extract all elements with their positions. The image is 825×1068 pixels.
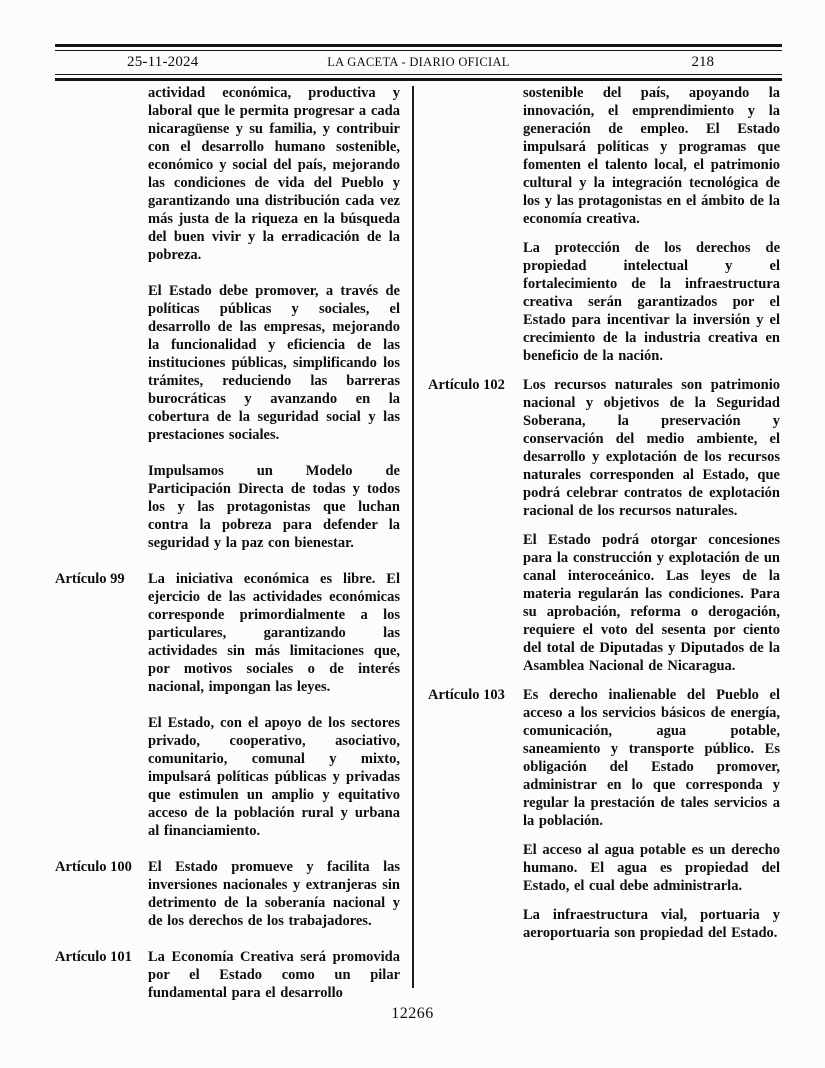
paragraph-text: El acceso al agua potable es un derecho humano. El agua es propiedad del Estado, el cual debe administrarla. (523, 842, 780, 894)
paragraph-block (428, 906, 780, 942)
paragraph-block (428, 841, 780, 895)
paragraph-block (55, 282, 400, 444)
paragraph-block (55, 714, 400, 840)
article-label (428, 906, 523, 942)
paragraph-text: La protección de los derechos de propiedad intelectual y el fortalecimiento de la infraestructura creativa serán garantizados por el Estado para incentivar la inversión y el crecimiento de la industria creativa en beneficio de la nación. (523, 240, 780, 364)
right-column (428, 84, 780, 942)
article-label (428, 84, 523, 228)
article-label: Artículo 100 (55, 859, 132, 875)
article-text: La iniciativa económica es libre. El ejercicio de las actividades económicas corresponde primordialmente a los particulares, garantizando las actividades sin más limitaciones que, por motivos sociales o de interés nacional, impongan las leyes. (148, 571, 400, 695)
header-top-thick-rule (55, 44, 782, 47)
paragraph-text: Impulsamos un Modelo de Participación Directa de todas y todos los y las protagonistas que luchan contra la pobreza para defender la seguridad y la paz con bienestar. (148, 463, 400, 551)
article-label: Artículo 102 (428, 377, 505, 393)
paragraph-block (428, 531, 780, 675)
page-footer (0, 1005, 825, 1023)
article-label (55, 84, 148, 264)
article-text: Es derecho inalienable del Pueblo el acceso a los servicios básicos de energía, comunicación, agua potable, saneamiento y transporte público. Es obligación del Estado promover, administrar en lo que corresponda y regular la prestación de tales servicios a la población. (523, 687, 780, 829)
left-column (55, 84, 400, 1002)
paragraph-text: El Estado podrá otorgar concesiones para la construcción y explotación de un canal interoceánico. Las leyes de la materia regularán las condiciones. Para su aprobación, reforma o derogación, requiere el voto del sesenta por ciento del total de Diputadas y Diputados de la Asamblea Nacional de Nicaragua. (523, 532, 780, 674)
column-divider-rule (412, 86, 414, 988)
article-text: Los recursos naturales son patrimonio nacional y objetivos de la Seguridad Soberana, la preservación y conservación del medio ambiente, el desarrollo y explotación de los recursos naturales corresponden al Estado, que podrá celebrar contratos de explotación racional de los recursos naturales. (523, 377, 780, 519)
header-date: 25-11-2024 (127, 54, 199, 70)
article-block-103 (428, 686, 780, 830)
article-label (55, 462, 148, 552)
header-row (55, 51, 782, 74)
paragraph-block (428, 239, 780, 365)
article-text: El Estado promueve y facilita las inversiones nacionales y extranjeras sin detrimento de la soberanía nacional y de los derechos de los trabajadores. (148, 859, 400, 929)
article-label: Artículo 99 (55, 571, 125, 587)
paragraph-text: sostenible del país, apoyando la innovación, el emprendimiento y la generación de empleo. El Estado impulsará políticas y programas que fomenten el talento local, el patrimonio cultural y la integración tecnológica de los y las protagonistas en el ámbito de la economía creativa. (523, 85, 780, 227)
gazette-title: LA GACETA - DIARIO OFICIAL (327, 55, 510, 69)
paragraph-text: actividad económica, productiva y laboral que le permita progresar a cada nicaragüense y su familia, y contribuir con el desarrollo humano sostenible, económico y social del país, mejorando las condiciones de vida del Pueblo y garantizando una distribución cada vez más justa de la riqueza en la búsqueda del buen vivir y la erradicación de la pobreza. (148, 85, 400, 263)
paragraph-text: El Estado debe promover, a través de políticas públicas y sociales, el desarrollo de las empresas, mejorando la funcionalidad y eficiencia de las instituciones públicas, simplificando los trámites, reduciendo las barreras burocráticas y avanzando en la cobertura de la seguridad social y las prestaciones sociales. (148, 283, 400, 443)
article-block-101 (55, 948, 400, 1002)
header-bottom-thick-rule (55, 78, 782, 81)
article-label: Artículo 101 (55, 949, 132, 965)
article-block-100 (55, 858, 400, 930)
article-label (428, 239, 523, 365)
paragraph-block (55, 84, 400, 264)
paragraph-text: La infraestructura vial, portuaria y aeroportuaria son propiedad del Estado. (523, 907, 780, 941)
article-text: La Economía Creativa será promovida por el Estado como un pilar fundamental para el desarrollo (148, 949, 400, 1001)
article-block-102 (428, 376, 780, 520)
page-header (55, 44, 782, 81)
header-bottom-thin-rule (55, 74, 782, 75)
article-label (55, 282, 148, 444)
article-label (428, 841, 523, 895)
header-page-number: 218 (691, 54, 714, 70)
paragraph-block (428, 84, 780, 228)
paragraph-text: El Estado, con el apoyo de los sectores privado, cooperativo, asociativo, comunitario, comunal y mixto, impulsará políticas públicas y privadas que estimulen un amplio y equitativo acceso de la población rural y urbana al financiamiento. (148, 715, 400, 839)
folio-number: 12266 (391, 1005, 434, 1022)
article-block-99 (55, 570, 400, 696)
article-label (428, 531, 523, 675)
article-label: Artículo 103 (428, 687, 505, 703)
article-label (55, 714, 148, 840)
paragraph-block (55, 462, 400, 552)
